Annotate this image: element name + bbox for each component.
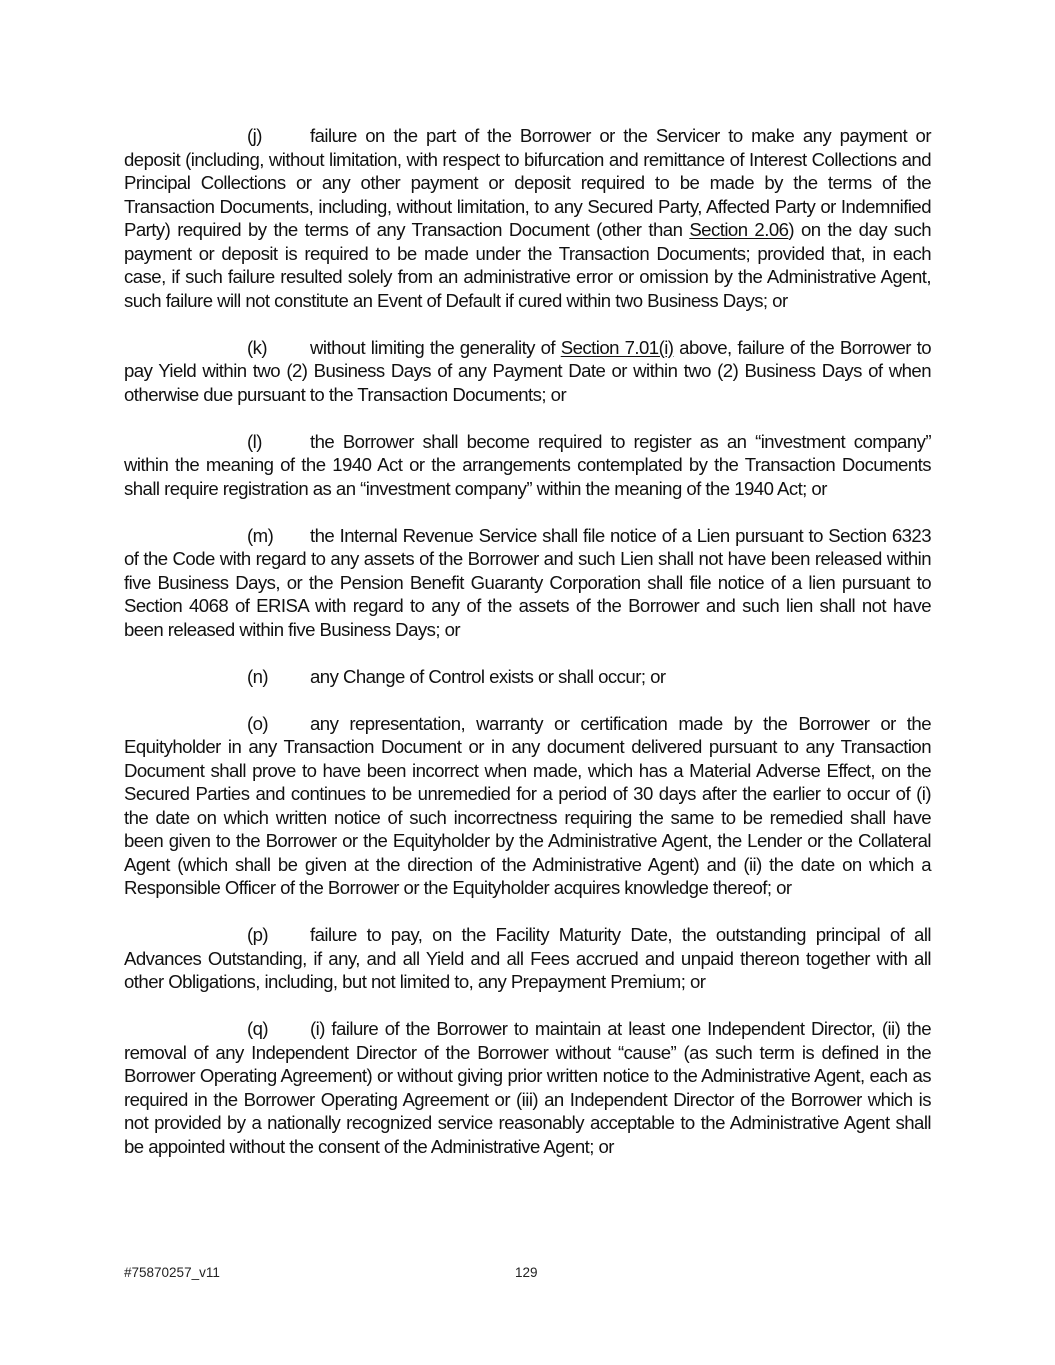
section-reference-link: Section 7.01(i) — [560, 336, 674, 358]
clause-m — [124, 524, 931, 642]
clause-l — [124, 430, 931, 501]
clause-text: the Borrower shall become required to register as an “investment company” within the meaning of the 1940 Act or the arrangements contemplated by the Transaction Documents shall require registration as an “investment company” within the meaning of the 1940 Act; or — [124, 430, 931, 499]
clause-label: (k) — [247, 336, 268, 358]
clause-label: (p) — [247, 924, 269, 945]
page-number: 129 — [515, 1265, 538, 1280]
clause-label: (l) — [247, 430, 262, 452]
clause-n — [124, 665, 931, 689]
clause-k — [124, 336, 931, 407]
clause-j — [124, 124, 931, 312]
clause-p — [124, 923, 931, 994]
section-reference-link: Section 2.06 — [689, 219, 789, 240]
clause-text: (i) failure of the Borrower to maintain at least one Independent Director, (ii) the removal of any Independent Director of the Borrower without “cause” (as such term is defined in the Borrower Operating Agreement) or without giving prior written notice to the Administrative Agent, each as required in the Borrower Operating Agreement or (iii) an Independent Director of the Borrower which is not provided by a nationally recognized service reasonably acceptable to the Administrative Agent shall be appointed without the consent of the Administrative Agent; or — [124, 1018, 931, 1157]
clause-label: (q) — [247, 1018, 269, 1039]
clause-o — [124, 712, 931, 900]
clause-label: (o) — [247, 712, 269, 734]
clause-text: ) on the day such payment or deposit is required to be made under the Transaction Documents; provided that, in each case, if such failure resulted solely from an administrative error or omission by the Administrative Agent, such failure will not constitute an Event of Default if cured within two Business Days; or — [124, 219, 932, 311]
clause-q — [124, 1017, 931, 1158]
clause-label: (m) — [247, 524, 274, 546]
clause-text: above, failure of the Borrower to pay Yield within two (2) Business Days of any Payment Date or within two (2) Business Days of when otherwise due pursuant to the Transaction Documents; or — [124, 336, 931, 405]
clause-text: any representation, warranty or certification made by the Borrower or the Equityholder in any Transaction Document or in any document delivered pursuant to any Transaction Document shall prove to have been incorrect when made, which has a Material Adverse Effect, on the Secured Parties and continues to be unremedied for a period of 30 days after the earlier to occur of (i) the date on which written notice of such incorrectness requiring the same to be remedied shall have been given to the Borrower or the Equityholder by the Administrative Agent, the Lender or the Collateral Agent (which shall be given at the direction of the Administrative Agent) and (ii) the date on which a Responsible Officer of the Borrower or the Equityholder acquires knowledge thereof; or — [124, 712, 931, 898]
clause-text: without limiting the generality of — [310, 336, 561, 358]
clause-text: failure to pay, on the Facility Maturity Date, the outstanding principal of all Advances Outstanding, if any, and all Yield and all Fees accrued and unpaid thereon together with all other Obligations, including, but not limited to, any Prepayment Premium; or — [124, 924, 931, 992]
document-id: #75870257_v11 — [124, 1265, 220, 1280]
document-body — [124, 124, 931, 1182]
clause-text: any Change of Control exists or shall occur; or — [310, 665, 666, 687]
clause-label: (n) — [247, 665, 269, 687]
clause-label: (j) — [247, 125, 262, 146]
clause-text: the Internal Revenue Service shall file notice of a Lien pursuant to Section 6323 of the Code with regard to any assets of the Borrower and such Lien shall not have been released within five Business Days, or the Pension Benefit Guaranty Corporation shall file notice of a lien pursuant to Section 4068 of ERISA with regard to any of the assets of the Borrower and such lien shall not have been released within five Business Days; or — [124, 524, 931, 640]
clause-text: failure on the part of the Borrower or the Servicer to make any payment or deposit (including, without limitation, with respect to bifurcation and remittance of Interest Collections and Principal Collections or any other payment or deposit required to be made by the terms of the Transaction Documents, including, without limitation, to any Secured Party, Affected Party or Indemnified Party) required by the terms of any Transaction Document (other than — [124, 125, 931, 240]
